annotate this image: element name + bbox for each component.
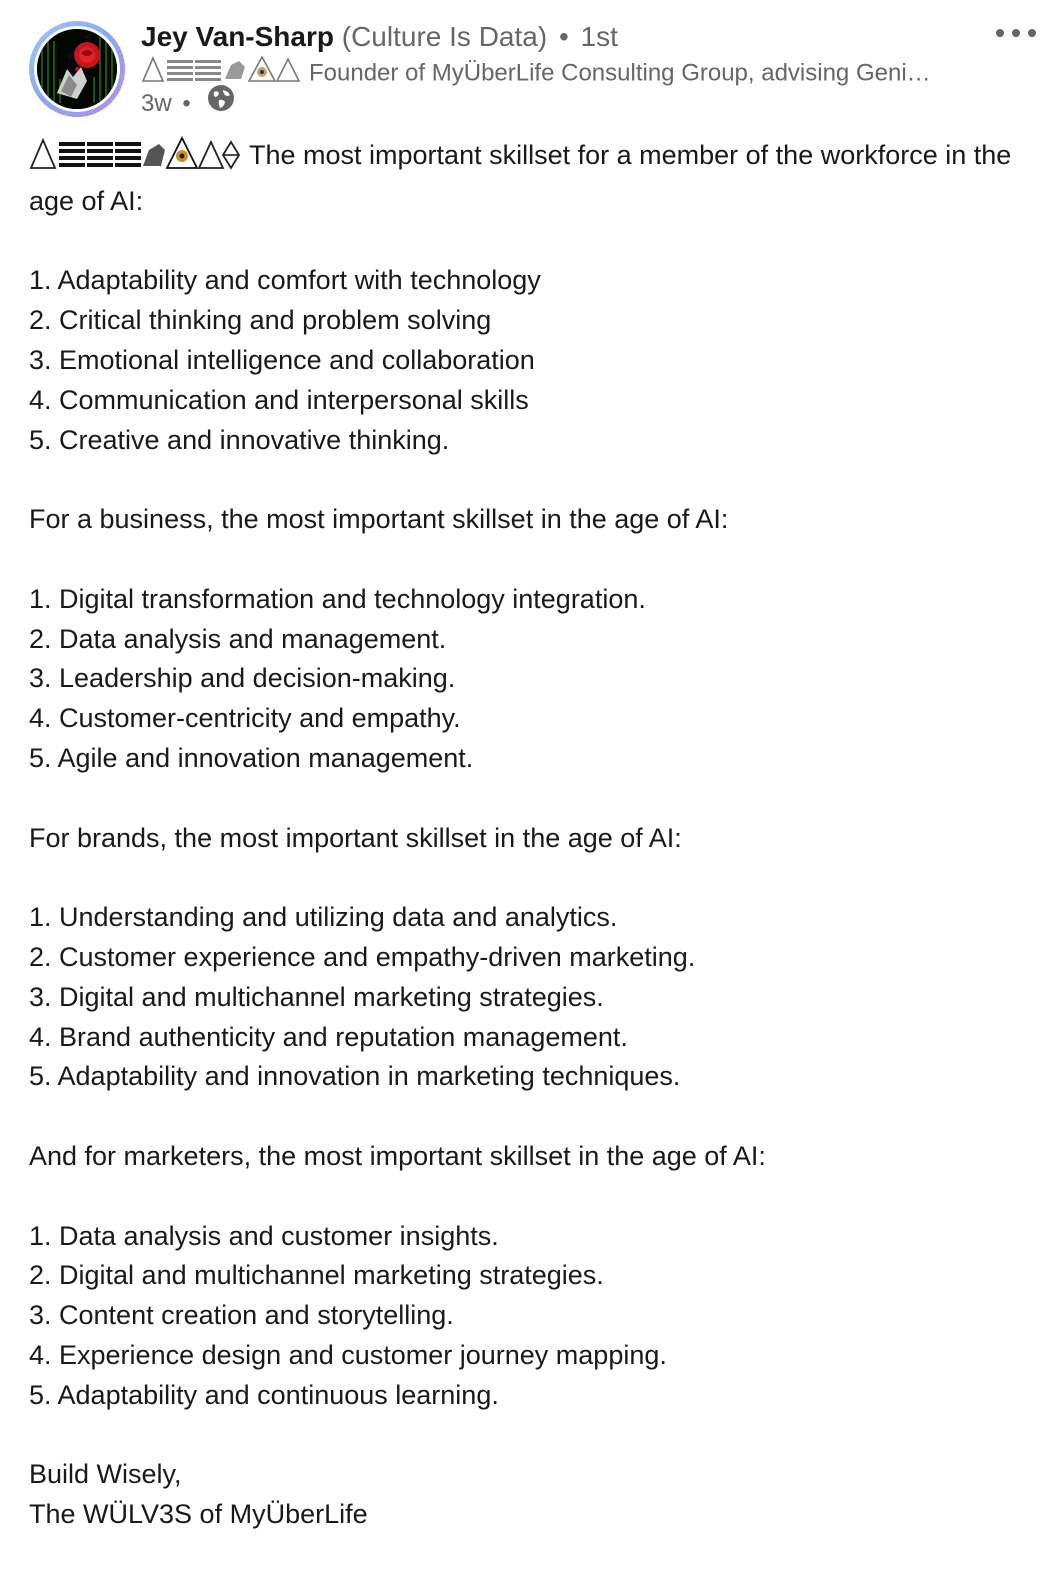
list-item: 1. Digital transformation and technology integration. xyxy=(29,583,646,614)
list-item: 5. Agile and innovation management. xyxy=(29,742,474,773)
list-item: 4. Customer-centricity and empathy. xyxy=(29,703,461,734)
list-item: 2. Data analysis and management. xyxy=(29,623,447,654)
more-horizontal-icon xyxy=(994,22,1040,44)
marketers-list xyxy=(29,1217,1039,1416)
author-name[interactable]: Jey Van-Sharp xyxy=(141,21,334,52)
business-list xyxy=(29,580,1039,779)
post-body xyxy=(29,136,1039,1535)
list-item: 4. Brand authenticity and reputation management. xyxy=(29,1021,628,1052)
list-item: 1. Data analysis and customer insights. xyxy=(29,1220,499,1251)
brands-list xyxy=(29,898,1039,1097)
post-time[interactable]: 3w xyxy=(141,90,172,117)
intro-text: The most important skillset for a member of the workforce in the age of AI: xyxy=(29,140,1012,216)
list-item: 5. Adaptability and innovation in marketing techniques. xyxy=(29,1061,681,1092)
avatar[interactable] xyxy=(29,21,125,117)
author-headline xyxy=(141,55,971,93)
globe-icon xyxy=(207,84,235,121)
list-item: 5. Creative and innovative thinking. xyxy=(29,424,450,455)
list-item: 2. Digital and multichannel marketing strategies. xyxy=(29,1260,604,1291)
headline-text: Founder of MyÜberLife Consulting Group, advising Geni… xyxy=(309,59,931,87)
post-meta xyxy=(141,88,235,121)
list-item: 2. Critical thinking and problem solving xyxy=(29,305,492,336)
connection-degree: 1st xyxy=(580,21,618,52)
list-item: 1. Understanding and utilizing data and analytics. xyxy=(29,902,618,933)
list-item: 1. Adaptability and comfort with technology xyxy=(29,265,541,296)
signoff-line-2: The WÜLV3S of MyÜberLife xyxy=(29,1499,368,1530)
marketers-heading: And for marketers, the most important skillset in the age of AI: xyxy=(29,1140,766,1171)
list-item: 5. Adaptability and continuous learning. xyxy=(29,1379,499,1410)
list-item: 4. Experience design and customer journey mapping. xyxy=(29,1339,667,1370)
brands-heading: For brands, the most important skillset in the age of AI: xyxy=(29,822,682,853)
meta-separator: • xyxy=(182,90,191,117)
list-item: 3. Content creation and storytelling. xyxy=(29,1300,454,1331)
post-header xyxy=(0,0,1062,130)
list-item: 3. Emotional intelligence and collaboration xyxy=(29,344,535,375)
more-options-button[interactable] xyxy=(994,22,1040,44)
signoff-line-1: Build Wisely, xyxy=(29,1459,182,1490)
post-intro xyxy=(29,136,1039,222)
author-pronoun: (Culture Is Data) xyxy=(341,21,548,52)
list-item: 4. Communication and interpersonal skills xyxy=(29,384,529,415)
avatar-image xyxy=(37,29,117,109)
list-item: 2. Customer experience and empathy-driven marketing. xyxy=(29,941,696,972)
separator-dot: • xyxy=(558,21,569,52)
list-item: 3. Digital and multichannel marketing strategies. xyxy=(29,981,604,1012)
business-heading: For a business, the most important skillset in the age of AI: xyxy=(29,504,729,535)
workforce-list xyxy=(29,261,1039,460)
list-item: 3. Leadership and decision-making. xyxy=(29,663,456,694)
intro-glyphs-icon xyxy=(29,136,243,182)
author-line xyxy=(141,18,618,56)
